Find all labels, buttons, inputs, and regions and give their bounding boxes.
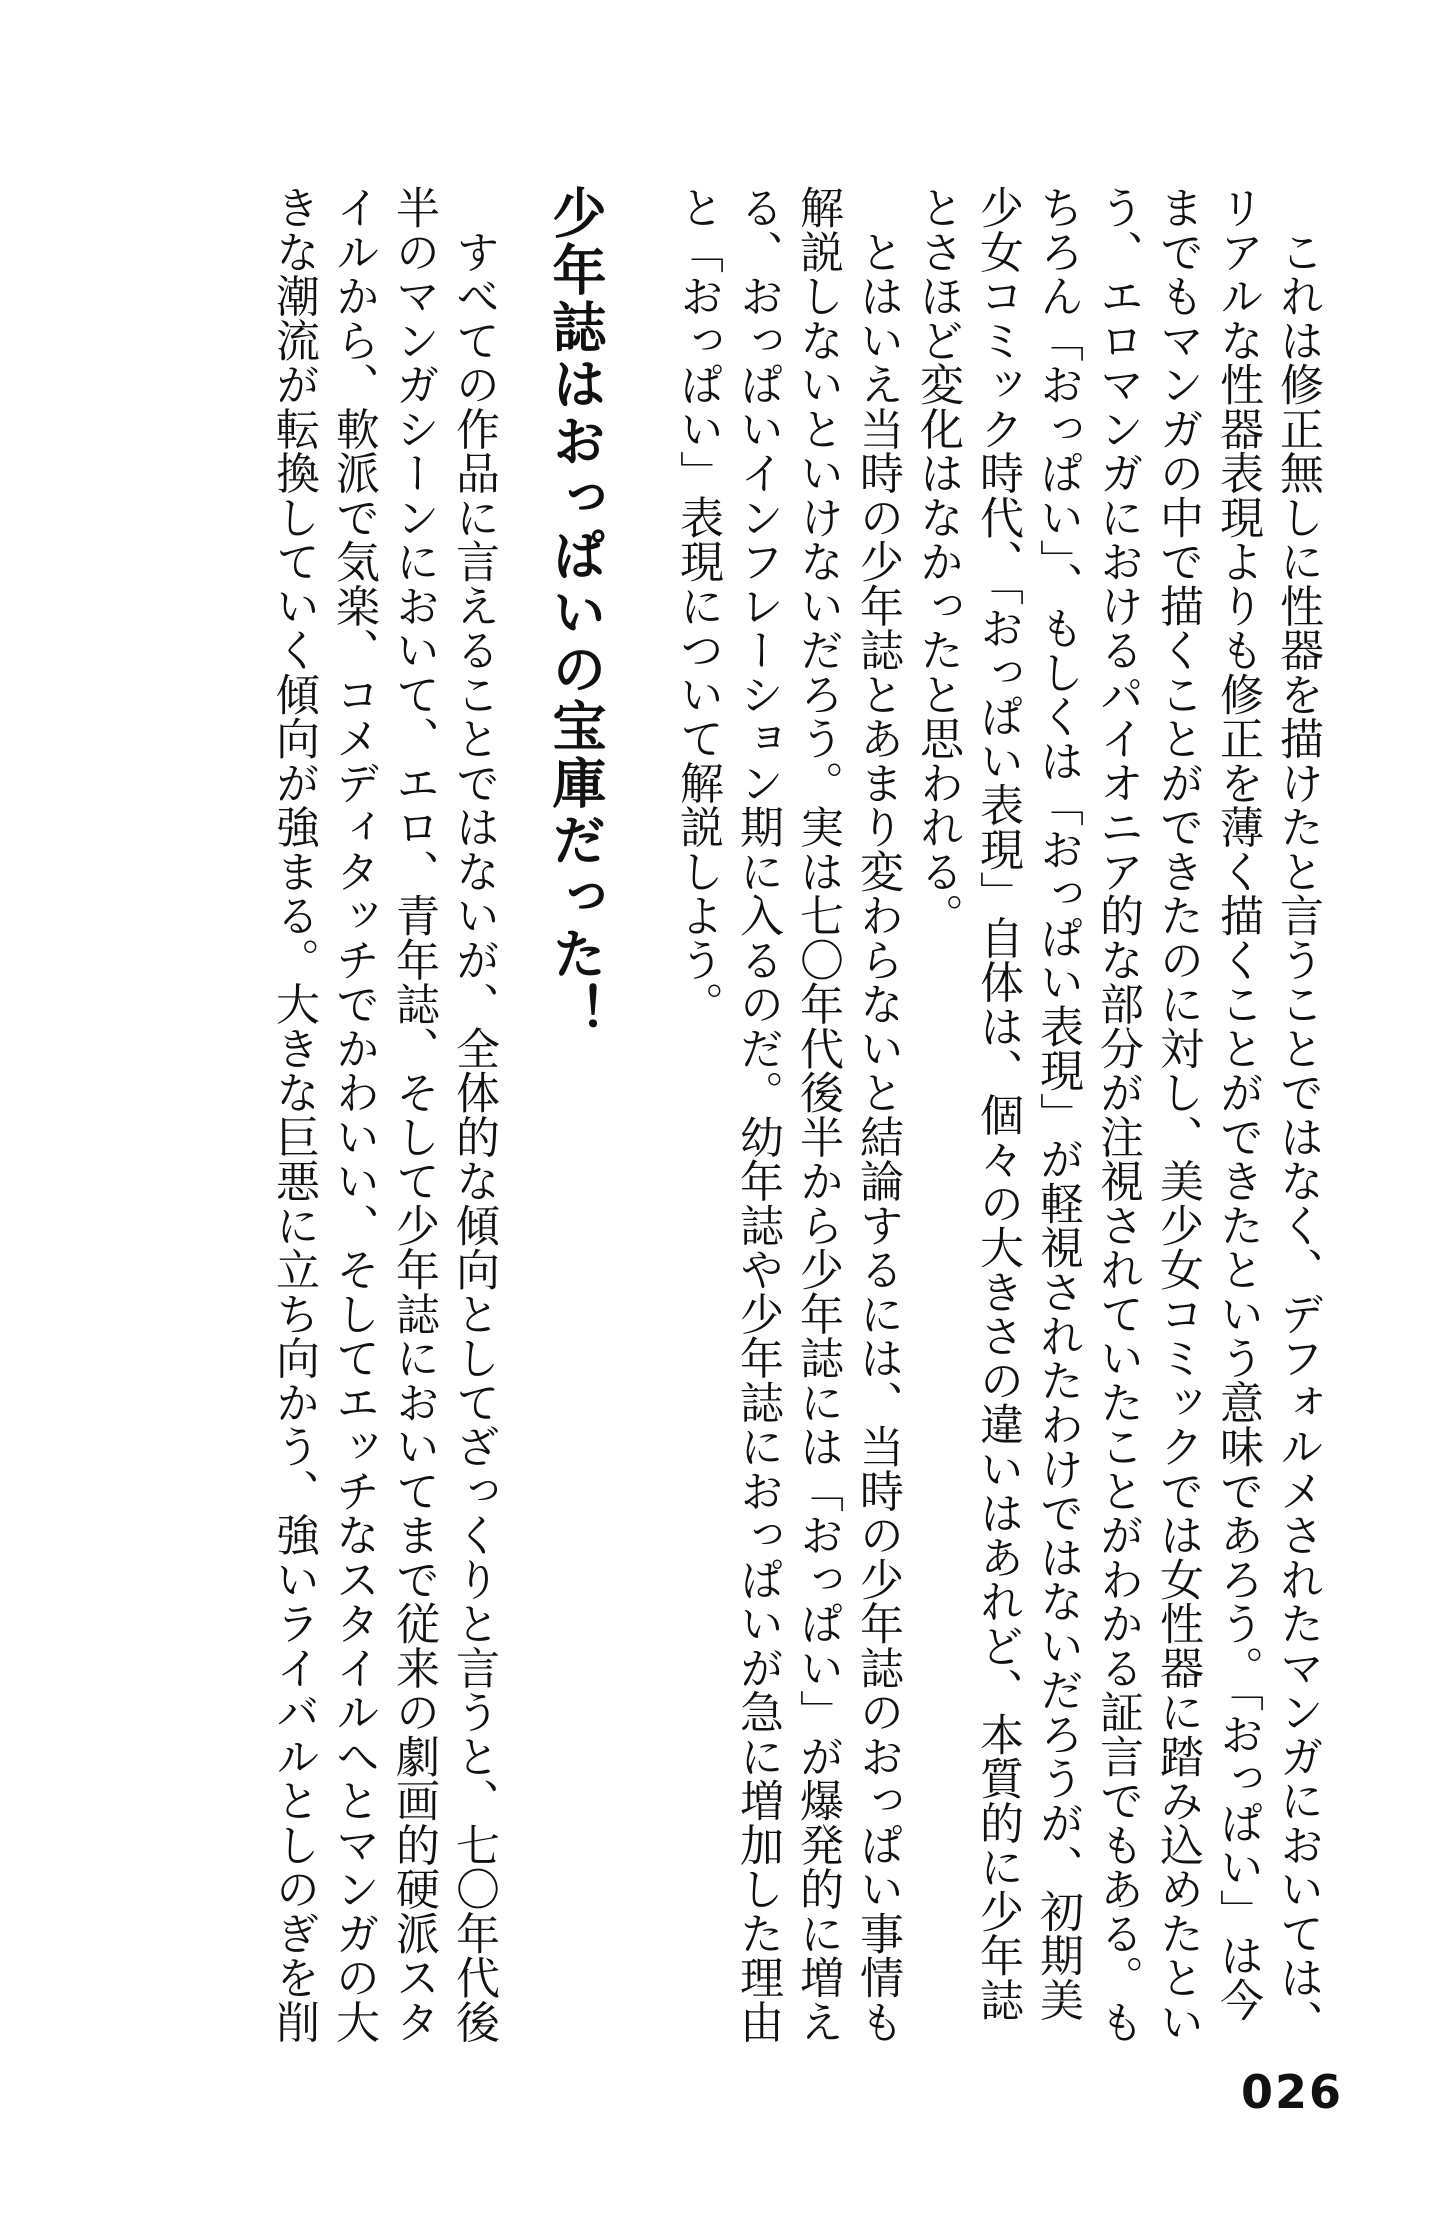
text-column-10: る、おっぱいインフレーション期に入るのだ。幼年誌や少年誌におっぱいが急に増加した理由 xyxy=(732,185,783,2044)
text-column-1: これは修正無しに性器を描けたと言うことではなく、デフォルメされたマンガにおいては、 xyxy=(1272,185,1323,2044)
text-column-9: 解説しないといけないだろう。実は七〇年代後半から少年誌には「おっぱい」が爆発的に増え xyxy=(792,185,843,2044)
text-column-7: とさほど変化はなかったと思われる。 xyxy=(912,185,963,938)
text-column-6: 少女コミック時代、「おっぱい表現」自体は、個々の大きさの違いはあれど、本質的に少年誌 xyxy=(972,185,1023,2022)
vertical-text-body xyxy=(263,185,1327,2095)
text-column-11: と「おっぱい」表現について解説しよう。 xyxy=(672,185,723,1026)
text-column-14: イルから、軟派で気楽、コメディタッチでかわいい、そしてエッチなスタイルへとマンガの大 xyxy=(328,185,379,2044)
text-column-4: う、エロマンガにおけるパイオニア的な部分が注視されていたことがわかる証言でもある。も xyxy=(1092,185,1143,2044)
section-heading: 少年誌はおっぱいの宝庫だった！ xyxy=(544,185,607,1040)
text-column-8: とはいえ当時の少年誌とあまり変わらないと結論するには、当時の少年誌のおっぱい事情も xyxy=(852,185,903,2044)
text-column-15: きな潮流が転換していく傾向が強まる。大きな巨悪に立ち向かう、強いライバルとしのぎを削 xyxy=(268,185,319,2044)
page-number: 026 xyxy=(1240,2065,1343,2119)
text-column-5: ちろん「おっぱい」、もしくは「おっぱい表現」が軽視されたわけではないだろうが、初期美 xyxy=(1032,185,1083,2022)
text-column-13: 半のマンガシーンにおいて、エロ、青年誌、そして少年誌においてまで従来の劇画的硬派スタ xyxy=(388,185,439,2044)
text-column-3: までもマンガの中で描くことができたのに対し、美少女コミックでは女性器に踏み込めたとい xyxy=(1152,185,1203,2044)
text-column-2: リアルな性器表現よりも修正を薄く描くことができたという意味であろう。「おっぱい」は今 xyxy=(1212,185,1263,2022)
text-column-12: すべての作品に言えることではないが、全体的な傾向としてざっくりと言うと、七〇年代後 xyxy=(448,185,499,2044)
